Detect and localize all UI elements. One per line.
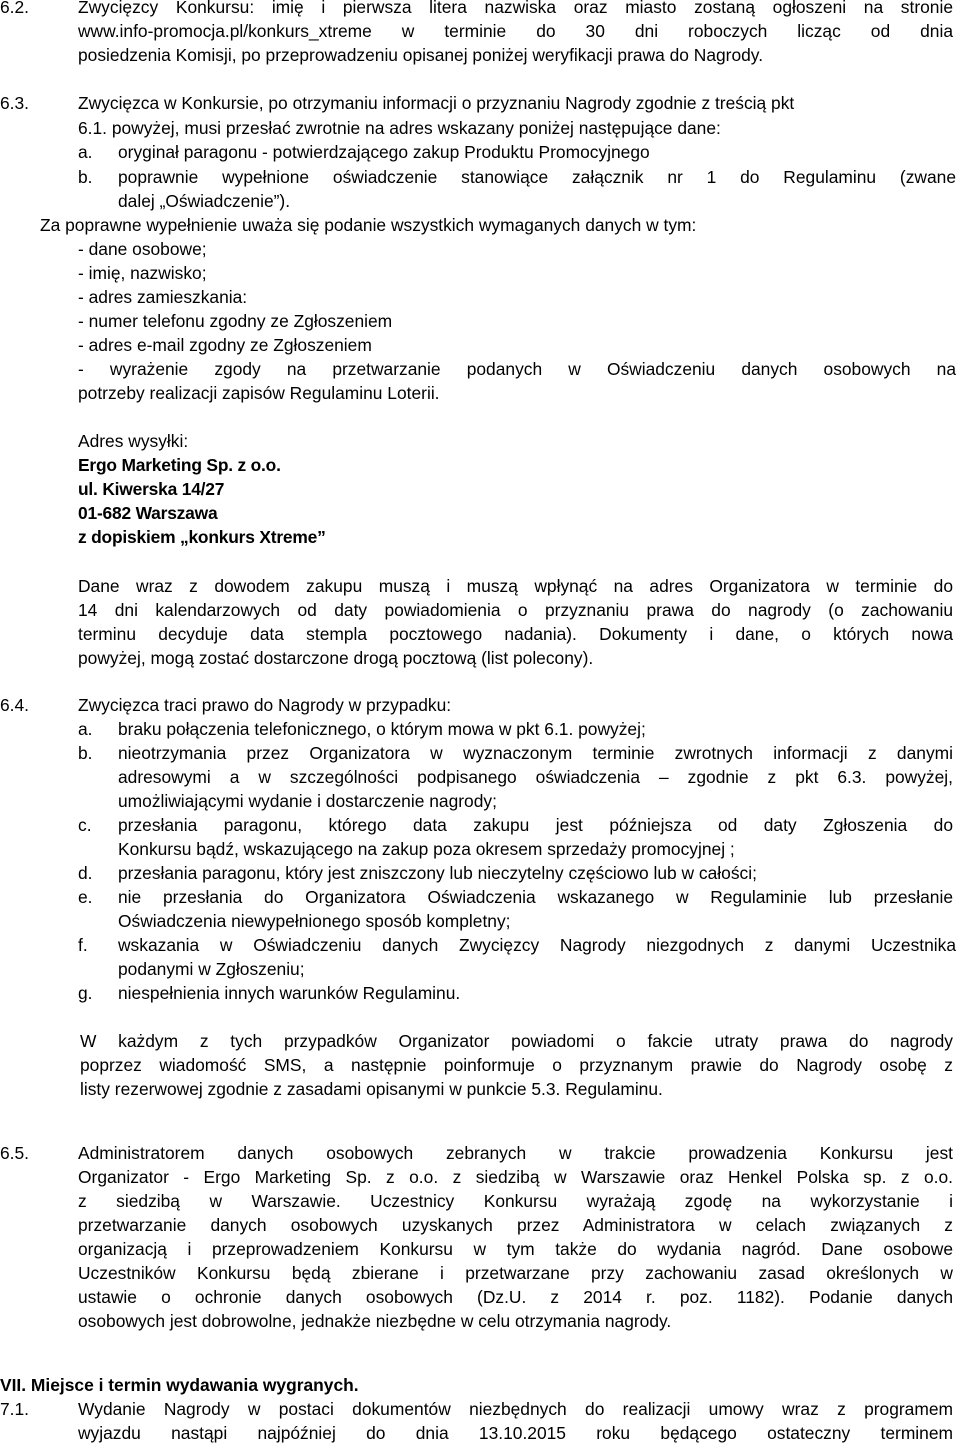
list-letter: d. [78,863,93,883]
paragraph-line: Dane wraz z dowodem zakupu muszą i muszą wpłynąć na adres Organizatora w terminie do [78,576,953,596]
list-item-continuation: Oświadczenia niewypełnionego sposób kompletny; [118,911,511,931]
paragraph-line: listy rezerwowej zgodnie z zasadami opisanymi w punkcie 5.3. Regulaminu. [80,1079,663,1099]
address-label: Adres wysyłki: [78,431,189,451]
section-number: 6.5. [0,1143,30,1163]
paragraph-line: Uczestników Konkursu będą zbierane i przetwarzane przy zachowaniu zasad określonych w [78,1263,953,1283]
address-note: z dopiskiem „konkurs Xtreme” [78,527,326,547]
section-number: 6.2. [0,0,30,17]
list-letter: b. [78,167,93,187]
data-item: - imię, nazwisko; [78,263,207,283]
paragraph-line: 6.1. powyżej, musi przesłać zwrotnie na adres wskazany poniżej następujące dane: [78,118,721,138]
paragraph-line: poprzez wiadomość SMS, a następnie poinformuje o przyznanym prawie do Nagrody osobę z [80,1055,953,1075]
list-letter: e. [78,887,93,907]
list-item: wskazania w Oświadczeniu danych Zwycięzcy Nagrody niezgodnych z danymi Uczestnika [118,935,956,955]
paragraph-line: powyżej, mogą zostać dostarczone drogą pocztową (list polecony). [78,648,594,668]
paragraph-line: Zwycięzca w Konkursie, po otrzymaniu informacji o przyznaniu Nagrody zgodnie z treścią pkt [78,93,795,113]
paragraph-line: terminu decyduje data stempla pocztowego nadania). Dokumenty i dane, o których nowa [78,624,953,644]
section-number: 7.1. [0,1399,30,1419]
list-item: przesłania paragonu, którego data zakupu jest późniejsza od daty Zgłoszenia do [118,815,953,835]
data-item: - wyrażenie zgody na przetwarzanie podanych w Oświadczeniu danych osobowych na [78,359,956,379]
paragraph-line: Zwycięzca traci prawo do Nagrody w przypadku: [78,695,452,715]
paragraph-line: posiedzenia Komisji, po przeprowadzeniu opisanej poniżej weryfikacji prawa do Nagrody. [78,45,764,65]
list-item: oryginał paragonu - potwierdzającego zakup Produktu Promocyjnego [118,142,650,162]
paragraph-line: wyjazdu nastąpi najpóźniej do dnia 13.10.2015 roku będącego ostateczny terminem [78,1423,953,1443]
list-item-continuation: umożliwiającymi wydanie i dostarczenie nagrody; [118,791,497,811]
chapter-heading: VII. Miejsce i termin wydawania wygranych. [0,1375,359,1395]
paragraph-line: z siedzibą w Warszawie. Uczestnicy Konkursu wyrażają zgodę na wykorzystanie i [78,1191,953,1211]
section-number: 6.4. [0,695,30,715]
data-item: - adres e-mail zgodny ze Zgłoszeniem [78,335,372,355]
paragraph-line: www.info-promocja.pl/konkurs_xtreme w terminie do 30 dni roboczych licząc od dnia [78,21,953,41]
list-item: braku połączenia telefonicznego, o którym mowa w pkt 6.1. powyżej; [118,719,646,739]
paragraph-line: Organizator - Ergo Marketing Sp. z o.o. z siedzibą w Warszawie oraz Henkel Polska sp. z o.o. [78,1167,953,1187]
list-letter: a. [78,142,93,162]
data-item: - dane osobowe; [78,239,207,259]
list-item: poprawnie wypełnione oświadczenie stanowiące załącznik nr 1 do Regulaminu (zwane [118,167,956,187]
paragraph-line: Zwycięzcy Konkursu: imię i pierwsza litera nazwiska oraz miasto zostaną ogłoszeni na stronie [78,0,953,17]
data-item: - adres zamieszkania: [78,287,248,307]
list-letter: a. [78,719,93,739]
list-letter: b. [78,743,93,763]
list-letter: c. [78,815,92,835]
paragraph-line: osobowych jest dobrowolne, jednakże niezbędne w celu otrzymania nagrody. [78,1311,672,1331]
section-number: 6.3. [0,93,30,113]
paragraph-line: 14 dni kalendarzowych od daty powiadomienia o przyznaniu prawa do nagrody (o zachowaniu [78,600,953,620]
paragraph-line: Wydanie Nagrody w postaci dokumentów niezbędnych do realizacji umowy wraz z programem [78,1399,953,1419]
paragraph-line: W każdym z tych przypadków Organizator powiadomi o fakcie utraty prawa do nagrody [80,1031,953,1051]
data-item: - numer telefonu zgodny ze Zgłoszeniem [78,311,393,331]
list-letter: f. [78,935,88,955]
list-item-continuation: Konkursu bądź, wskazującego na zakup poza okresem sprzedaży promocyjnej ; [118,839,735,859]
list-item: nie przesłania do Organizatora Oświadczenia wskazanego w Regulaminie lub przesłanie [118,887,953,907]
list-item-continuation: dalej „Oświadczenie”). [118,191,291,211]
list-item: niespełnienia innych warunków Regulaminu. [118,983,461,1003]
address-street: ul. Kiwerska 14/27 [78,479,225,499]
list-item: przesłania paragonu, który jest zniszczony lub nieczytelny częściowo lub w całości; [118,863,757,883]
list-item: nieotrzymania przez Organizatora w wyznaczonym terminie zwrotnych informacji z danymi [118,743,953,763]
list-item-continuation: podanymi w Zgłoszeniu; [118,959,305,979]
paragraph-line: organizacją i przeprowadzeniem Konkursu w tym także do wydania nagród. Dane osobowe [78,1239,953,1259]
paragraph-line: Administratorem danych osobowych zebranych w trakcie prowadzenia Konkursu jest [78,1143,953,1163]
data-item-continuation: potrzeby realizacji zapisów Regulaminu Loterii. [78,383,440,403]
address-city: 01-682 Warszawa [78,503,218,523]
list-item-continuation: adresowymi a w szczególności podpisanego oświadczenia – zgodnie z pkt 6.3. powyżej, [118,767,953,787]
address-company: Ergo Marketing Sp. z o.o. [78,455,281,475]
paragraph-line: ustawie o ochronie danych osobowych (Dz.U. z 2014 r. poz. 1182). Podanie danych [78,1287,953,1307]
paragraph-line: Za poprawne wypełnienie uważa się podanie wszystkich wymaganych danych w tym: [40,215,697,235]
list-letter: g. [78,983,93,1003]
paragraph-line: przetwarzanie danych osobowych uzyskanych przez Administratora w celach związanych z [78,1215,953,1235]
